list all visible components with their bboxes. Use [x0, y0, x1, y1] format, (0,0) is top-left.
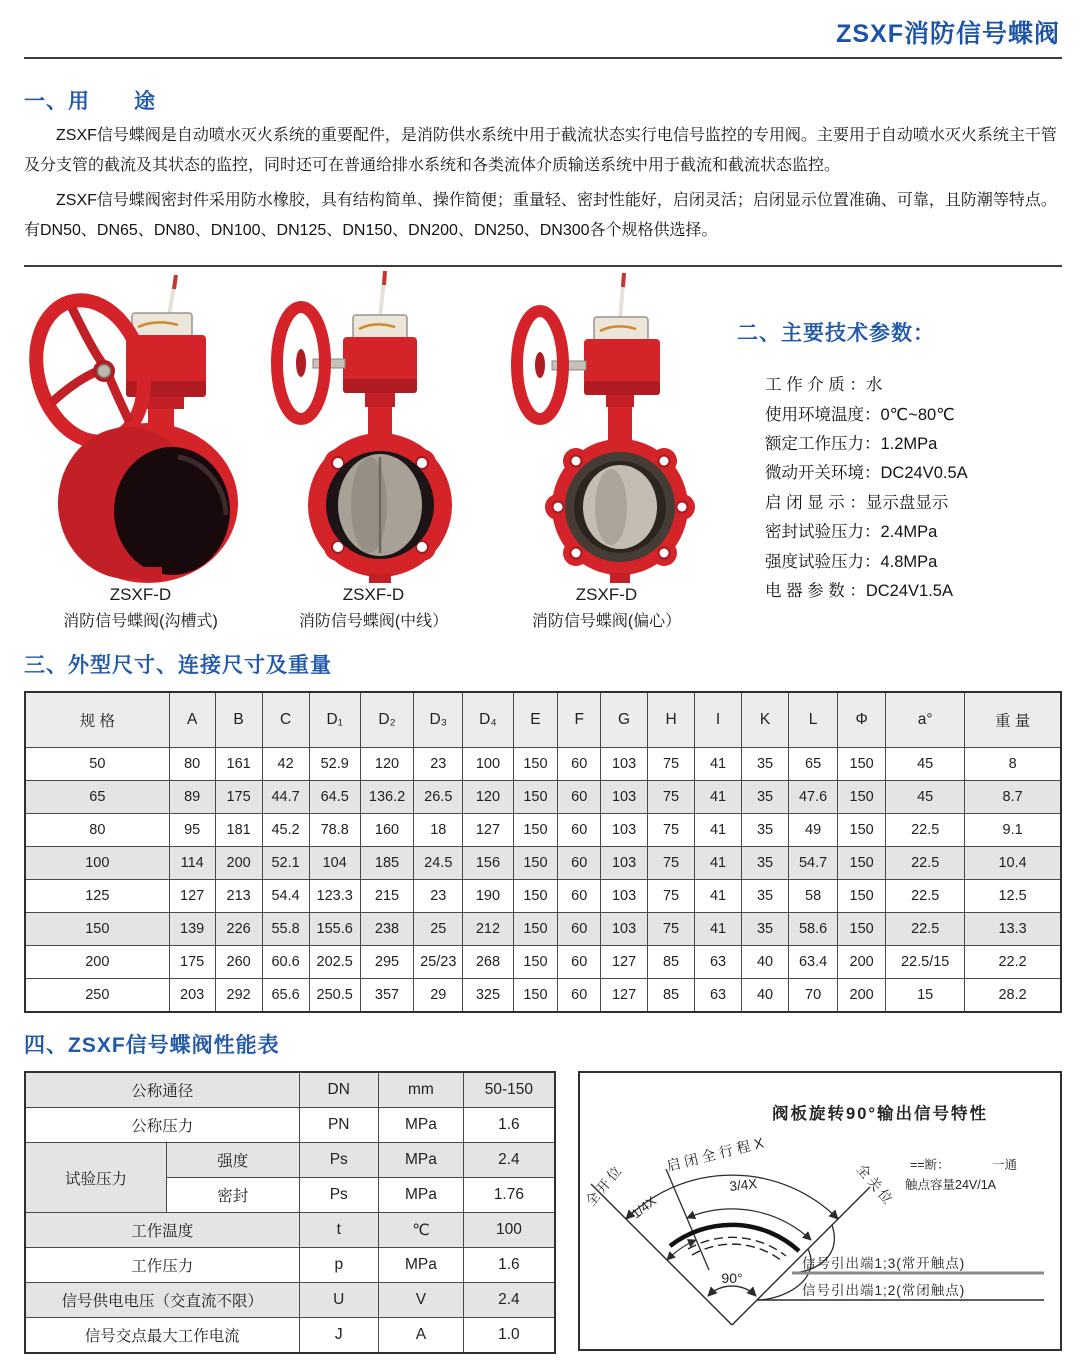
- performance-table: [24, 1071, 556, 1354]
- perf-value: 1.6: [463, 1108, 555, 1143]
- dims-value-cell: 150: [513, 913, 558, 946]
- dims-value-cell: 139: [169, 913, 215, 946]
- diagram-title: 阀板旋转90°输出信号特性: [772, 1105, 988, 1124]
- dims-value-cell: 8.7: [965, 781, 1061, 814]
- dims-header-cell: 规 格: [25, 692, 169, 748]
- perf-sublabel: 强度: [167, 1143, 300, 1178]
- dims-value-cell: 175: [215, 781, 262, 814]
- dims-header-cell: F: [558, 692, 601, 748]
- perf-label: 公称通径: [25, 1072, 299, 1108]
- product-model: ZSXF-D: [342, 585, 405, 605]
- dims-spec-cell: 65: [25, 781, 169, 814]
- contact-note-through: 一通: [992, 1158, 1018, 1173]
- dims-value-cell: 70: [789, 979, 838, 1013]
- dims-value-cell: 150: [513, 979, 558, 1013]
- perf-symbol: t: [299, 1213, 379, 1248]
- perf-symbol: DN: [299, 1072, 379, 1108]
- dims-value-cell: 13.3: [965, 913, 1061, 946]
- dims-value-cell: 26.5: [414, 781, 463, 814]
- dims-value-cell: 200: [838, 946, 886, 979]
- dims-value-cell: 40: [742, 946, 789, 979]
- signal-line-1-label: 信号引出端1;3(常开触点): [802, 1256, 966, 1272]
- perf-unit: ℃: [379, 1213, 464, 1248]
- dims-value-cell: 103: [601, 814, 648, 847]
- product-figure-eccentric: [490, 271, 723, 631]
- dims-value-cell: 127: [169, 880, 215, 913]
- dims-value-cell: 45: [886, 781, 965, 814]
- dims-header-cell: D₃: [414, 692, 463, 748]
- dims-row: [25, 847, 1061, 880]
- dims-row: [25, 748, 1061, 781]
- dims-value-cell: 325: [463, 979, 513, 1013]
- tech-param-item: 额定工作压力：1.2MPa: [765, 435, 938, 454]
- perf-label: 工作压力: [25, 1248, 299, 1283]
- dims-value-cell: 35: [742, 748, 789, 781]
- contact-note-capacity: 触点容量24V/1A: [905, 1178, 997, 1193]
- dims-value-cell: 42: [262, 748, 309, 781]
- tech-param-item: 微动开关环境：DC24V0.5A: [765, 464, 968, 483]
- purpose-heading: 一、用 途: [24, 90, 156, 113]
- dims-value-cell: 357: [360, 979, 413, 1013]
- dims-value-cell: 41: [695, 880, 742, 913]
- perf-label: 公称压力: [25, 1108, 299, 1143]
- dims-value-cell: 44.7: [262, 781, 309, 814]
- dims-value-cell: 161: [215, 748, 262, 781]
- perf-row: [25, 1213, 555, 1248]
- dims-value-cell: 103: [601, 913, 648, 946]
- dims-value-cell: 150: [513, 847, 558, 880]
- contact-note-break: ==断：: [910, 1158, 950, 1173]
- dims-value-cell: 155.6: [309, 913, 360, 946]
- signal-characteristic-diagram: [578, 1071, 1062, 1351]
- dims-value-cell: 63.4: [789, 946, 838, 979]
- dims-row: [25, 814, 1061, 847]
- dims-value-cell: 22.2: [965, 946, 1061, 979]
- dims-value-cell: 60.6: [262, 946, 309, 979]
- dims-value-cell: 78.8: [309, 814, 360, 847]
- dims-spec-cell: 125: [25, 880, 169, 913]
- dimensions-table: [24, 691, 1062, 1013]
- angle-label: 90°: [721, 1270, 743, 1287]
- perf-symbol: p: [299, 1248, 379, 1283]
- dims-value-cell: 29: [414, 979, 463, 1013]
- dims-value-cell: 213: [215, 880, 262, 913]
- dims-header-cell: D₂: [360, 692, 413, 748]
- dims-value-cell: 260: [215, 946, 262, 979]
- dims-value-cell: 250.5: [309, 979, 360, 1013]
- dims-value-cell: 35: [742, 913, 789, 946]
- dims-value-cell: 60: [558, 979, 601, 1013]
- dims-value-cell: 202.5: [309, 946, 360, 979]
- dims-spec-cell: 80: [25, 814, 169, 847]
- perf-row: [25, 1318, 555, 1354]
- dims-value-cell: 185: [360, 847, 413, 880]
- dims-value-cell: 103: [601, 880, 648, 913]
- valve-image-grooved: [28, 271, 253, 583]
- perf-row: [25, 1283, 555, 1318]
- dims-row: [25, 781, 1061, 814]
- dims-value-cell: 75: [648, 913, 695, 946]
- perf-value: 1.0: [463, 1318, 555, 1354]
- dims-row: [25, 946, 1061, 979]
- dims-value-cell: 150: [513, 814, 558, 847]
- dims-value-cell: 200: [838, 979, 886, 1013]
- dims-value-cell: 136.2: [360, 781, 413, 814]
- dims-spec-cell: 150: [25, 913, 169, 946]
- perf-row: [25, 1072, 555, 1108]
- dims-header-cell: I: [695, 692, 742, 748]
- product-model: ZSXF-D: [575, 585, 638, 605]
- section-purpose: [24, 85, 1062, 245]
- perf-label: 工作温度: [25, 1213, 299, 1248]
- dims-value-cell: 127: [601, 979, 648, 1013]
- dims-value-cell: 58.6: [789, 913, 838, 946]
- perf-row: [25, 1108, 555, 1143]
- dims-header-cell: C: [262, 692, 309, 748]
- dims-value-cell: 150: [513, 748, 558, 781]
- perf-unit: A: [379, 1318, 464, 1354]
- dims-value-cell: 75: [648, 814, 695, 847]
- dims-value-cell: 10.4: [965, 847, 1061, 880]
- section-divider: [24, 265, 1062, 267]
- dims-header-cell: G: [601, 692, 648, 748]
- dims-value-cell: 85: [648, 979, 695, 1013]
- perf-value: 2.4: [463, 1143, 555, 1178]
- dims-row: [25, 880, 1061, 913]
- valve-image-centerline: [261, 271, 486, 583]
- dims-value-cell: 12.5: [965, 880, 1061, 913]
- dims-value-cell: 35: [742, 880, 789, 913]
- dims-value-cell: 41: [695, 913, 742, 946]
- dims-value-cell: 150: [838, 880, 886, 913]
- dims-value-cell: 41: [695, 748, 742, 781]
- product-name: 消防信号蝶阀(偏心）: [531, 613, 682, 631]
- perf-symbol: U: [299, 1283, 379, 1318]
- dims-value-cell: 114: [169, 847, 215, 880]
- dims-value-cell: 35: [742, 847, 789, 880]
- dims-value-cell: 150: [513, 781, 558, 814]
- section-tech-params: [723, 271, 1062, 631]
- dims-header-cell: H: [648, 692, 695, 748]
- tech-param-item: 密封试验压力：2.4MPa: [765, 523, 938, 542]
- dims-spec-cell: 250: [25, 979, 169, 1013]
- perf-value: 100: [463, 1213, 555, 1248]
- dims-value-cell: 203: [169, 979, 215, 1013]
- dims-value-cell: 52.1: [262, 847, 309, 880]
- dims-value-cell: 9.1: [965, 814, 1061, 847]
- perf-value: 2.4: [463, 1283, 555, 1318]
- dims-value-cell: 75: [648, 781, 695, 814]
- dims-header-row: [25, 692, 1061, 748]
- closed-position-label: 全关位: [853, 1161, 898, 1210]
- dims-value-cell: 200: [215, 847, 262, 880]
- tech-param-item: 使用环境温度：0℃~80℃: [765, 405, 955, 424]
- dims-value-cell: 190: [463, 880, 513, 913]
- dims-value-cell: 103: [601, 847, 648, 880]
- page-header: [24, 0, 1062, 59]
- full-travel-label: 启闭全行程X: [664, 1133, 769, 1175]
- dims-value-cell: 22.5: [886, 847, 965, 880]
- dims-header-cell: D₄: [463, 692, 513, 748]
- dims-value-cell: 45.2: [262, 814, 309, 847]
- dims-value-cell: 212: [463, 913, 513, 946]
- dims-value-cell: 150: [838, 913, 886, 946]
- dims-value-cell: 45: [886, 748, 965, 781]
- dims-value-cell: 41: [695, 781, 742, 814]
- perf-sublabel: 密封: [167, 1178, 300, 1213]
- perf-label: 信号供电电压（交直流不限）: [25, 1283, 299, 1318]
- dims-value-cell: 18: [414, 814, 463, 847]
- page-title: ZSXF消防信号蝶阀: [836, 20, 1060, 48]
- dims-header-cell: 重 量: [965, 692, 1061, 748]
- perf-unit: MPa: [379, 1248, 464, 1283]
- dims-value-cell: 75: [648, 880, 695, 913]
- performance-content: [24, 1071, 1062, 1354]
- product-figure-centerline: [257, 271, 490, 631]
- performance-heading: 四、ZSXF信号蝶阀性能表: [24, 1034, 280, 1058]
- dims-value-cell: 80: [169, 748, 215, 781]
- dims-value-cell: 22.5/15: [886, 946, 965, 979]
- dims-value-cell: 127: [601, 946, 648, 979]
- signal-line-2-label: 信号引出端1;2(常闭触点): [802, 1283, 966, 1299]
- dims-value-cell: 55.8: [262, 913, 309, 946]
- dims-value-cell: 63: [695, 946, 742, 979]
- dims-value-cell: 104: [309, 847, 360, 880]
- dims-row: [25, 979, 1061, 1013]
- perf-unit: V: [379, 1283, 464, 1318]
- dims-value-cell: 22.5: [886, 880, 965, 913]
- dims-value-cell: 295: [360, 946, 413, 979]
- dims-value-cell: 49: [789, 814, 838, 847]
- dims-value-cell: 60: [558, 781, 601, 814]
- product-figures: [24, 271, 723, 631]
- dims-value-cell: 103: [601, 781, 648, 814]
- tech-param-list: [737, 371, 1062, 606]
- product-name: 消防信号蝶阀(沟槽式): [63, 613, 218, 631]
- dims-value-cell: 120: [463, 781, 513, 814]
- perf-symbol: Ps: [299, 1143, 379, 1178]
- dims-value-cell: 22.5: [886, 913, 965, 946]
- dims-value-cell: 22.5: [886, 814, 965, 847]
- purpose-paragraph-2: ZSXF信号蝶阀密封件采用防水橡胶，具有结构简单、操作简便；重量轻、密封性能好，启闭灵活；启闭显示位置准确、可靠，且防潮等特点。有DN50、DN65、DN80、DN100、DN125、DN150、DN200、DN250、DN300各个规格供选择。: [24, 192, 1057, 239]
- perf-unit: mm: [379, 1072, 464, 1108]
- dims-value-cell: 75: [648, 748, 695, 781]
- dims-value-cell: 54.7: [789, 847, 838, 880]
- dims-spec-cell: 50: [25, 748, 169, 781]
- perf-symbol: PN: [299, 1108, 379, 1143]
- tech-param-item: 电 器 参 数 ：DC24V1.5A: [765, 581, 953, 600]
- dims-value-cell: 60: [558, 880, 601, 913]
- tech-param-item: 启 闭 显 示 ：显示盘显示: [765, 493, 949, 512]
- dims-value-cell: 95: [169, 814, 215, 847]
- dims-value-cell: 41: [695, 847, 742, 880]
- dims-header-cell: a°: [886, 692, 965, 748]
- dims-value-cell: 175: [169, 946, 215, 979]
- dims-header-cell: Φ: [838, 692, 886, 748]
- dims-value-cell: 127: [463, 814, 513, 847]
- dims-value-cell: 60: [558, 913, 601, 946]
- dimensions-heading: 三、外型尺寸、连接尺寸及重量: [24, 654, 332, 678]
- dims-value-cell: 85: [648, 946, 695, 979]
- dims-value-cell: 100: [463, 748, 513, 781]
- dims-value-cell: 150: [513, 880, 558, 913]
- purpose-paragraph-1: ZSXF信号蝶阀是自动喷水灭火系统的重要配件，是消防供水系统中用于截流状态实行电信号监控的专用阀。主要用于自动喷水灭火系统主干管及分支管的截流及其状态的监控，同时还可在普通给排水系统和各类流体介质输送系统中用于截流和截流状态监控。: [24, 127, 1057, 174]
- dims-header-cell: K: [742, 692, 789, 748]
- dims-value-cell: 123.3: [309, 880, 360, 913]
- perf-label: 信号交点最大工作电流: [25, 1318, 299, 1354]
- tech-param-item: 强度试验压力：4.8MPa: [765, 552, 938, 571]
- dims-value-cell: 150: [838, 847, 886, 880]
- perf-unit: MPa: [379, 1178, 464, 1213]
- dims-value-cell: 65: [789, 748, 838, 781]
- dims-value-cell: 150: [838, 781, 886, 814]
- dims-value-cell: 23: [414, 880, 463, 913]
- tech-param-item: 工 作 介 质 ：水: [765, 376, 883, 395]
- dims-value-cell: 160: [360, 814, 413, 847]
- dims-row: [25, 913, 1061, 946]
- dims-value-cell: 89: [169, 781, 215, 814]
- dims-value-cell: 41: [695, 814, 742, 847]
- perf-value: 1.6: [463, 1248, 555, 1283]
- tech-heading: 二、主要技术参数：: [737, 322, 935, 346]
- perf-value: 1.76: [463, 1178, 555, 1213]
- dims-value-cell: 103: [601, 748, 648, 781]
- dims-value-cell: 47.6: [789, 781, 838, 814]
- section-performance: [24, 1029, 1062, 1354]
- dims-value-cell: 60: [558, 814, 601, 847]
- perf-row: [25, 1143, 555, 1178]
- dims-header-cell: B: [215, 692, 262, 748]
- dims-value-cell: 268: [463, 946, 513, 979]
- dims-value-cell: 63: [695, 979, 742, 1013]
- dims-value-cell: 181: [215, 814, 262, 847]
- dims-value-cell: 150: [838, 748, 886, 781]
- dims-header-cell: E: [513, 692, 558, 748]
- dims-value-cell: 150: [838, 814, 886, 847]
- dims-value-cell: 40: [742, 979, 789, 1013]
- perf-group-label: 试验压力: [25, 1143, 167, 1213]
- product-name: 消防信号蝶阀(中线）: [298, 613, 449, 631]
- dims-header-cell: D₁: [309, 692, 360, 748]
- dims-value-cell: 54.4: [262, 880, 309, 913]
- product-figure-grooved: [24, 271, 257, 631]
- dims-value-cell: 64.5: [309, 781, 360, 814]
- dims-value-cell: 215: [360, 880, 413, 913]
- dims-value-cell: 52.9: [309, 748, 360, 781]
- perf-unit: MPa: [379, 1108, 464, 1143]
- section-dimensions: [24, 649, 1062, 1013]
- product-model: ZSXF-D: [109, 585, 172, 605]
- dims-value-cell: 120: [360, 748, 413, 781]
- perf-symbol: Ps: [299, 1178, 379, 1213]
- dims-value-cell: 238: [360, 913, 413, 946]
- dims-value-cell: 28.2: [965, 979, 1061, 1013]
- products-and-params: [24, 271, 1062, 631]
- dims-value-cell: 35: [742, 781, 789, 814]
- quarter-label: 1/4X: [628, 1193, 659, 1222]
- dims-value-cell: 58: [789, 880, 838, 913]
- dims-value-cell: 156: [463, 847, 513, 880]
- dims-value-cell: 8: [965, 748, 1061, 781]
- dims-value-cell: 292: [215, 979, 262, 1013]
- dims-value-cell: 25/23: [414, 946, 463, 979]
- open-position-label: 全开位: [582, 1161, 627, 1210]
- dims-value-cell: 65.6: [262, 979, 309, 1013]
- perf-unit: MPa: [379, 1143, 464, 1178]
- dims-value-cell: 226: [215, 913, 262, 946]
- dims-spec-cell: 200: [25, 946, 169, 979]
- dims-value-cell: 150: [513, 946, 558, 979]
- dims-spec-cell: 100: [25, 847, 169, 880]
- valve-image-eccentric: [494, 271, 719, 583]
- dims-value-cell: 15: [886, 979, 965, 1013]
- dims-value-cell: 24.5: [414, 847, 463, 880]
- dims-value-cell: 60: [558, 946, 601, 979]
- dims-header-cell: A: [169, 692, 215, 748]
- dims-value-cell: 25: [414, 913, 463, 946]
- dims-value-cell: 60: [558, 748, 601, 781]
- perf-row: [25, 1248, 555, 1283]
- dims-value-cell: 75: [648, 847, 695, 880]
- three-quarter-label: 3/4X: [728, 1176, 758, 1195]
- dims-value-cell: 60: [558, 847, 601, 880]
- perf-value: 50-150: [463, 1072, 555, 1108]
- dims-header-cell: L: [789, 692, 838, 748]
- perf-symbol: J: [299, 1318, 379, 1354]
- dims-value-cell: 35: [742, 814, 789, 847]
- dims-value-cell: 23: [414, 748, 463, 781]
